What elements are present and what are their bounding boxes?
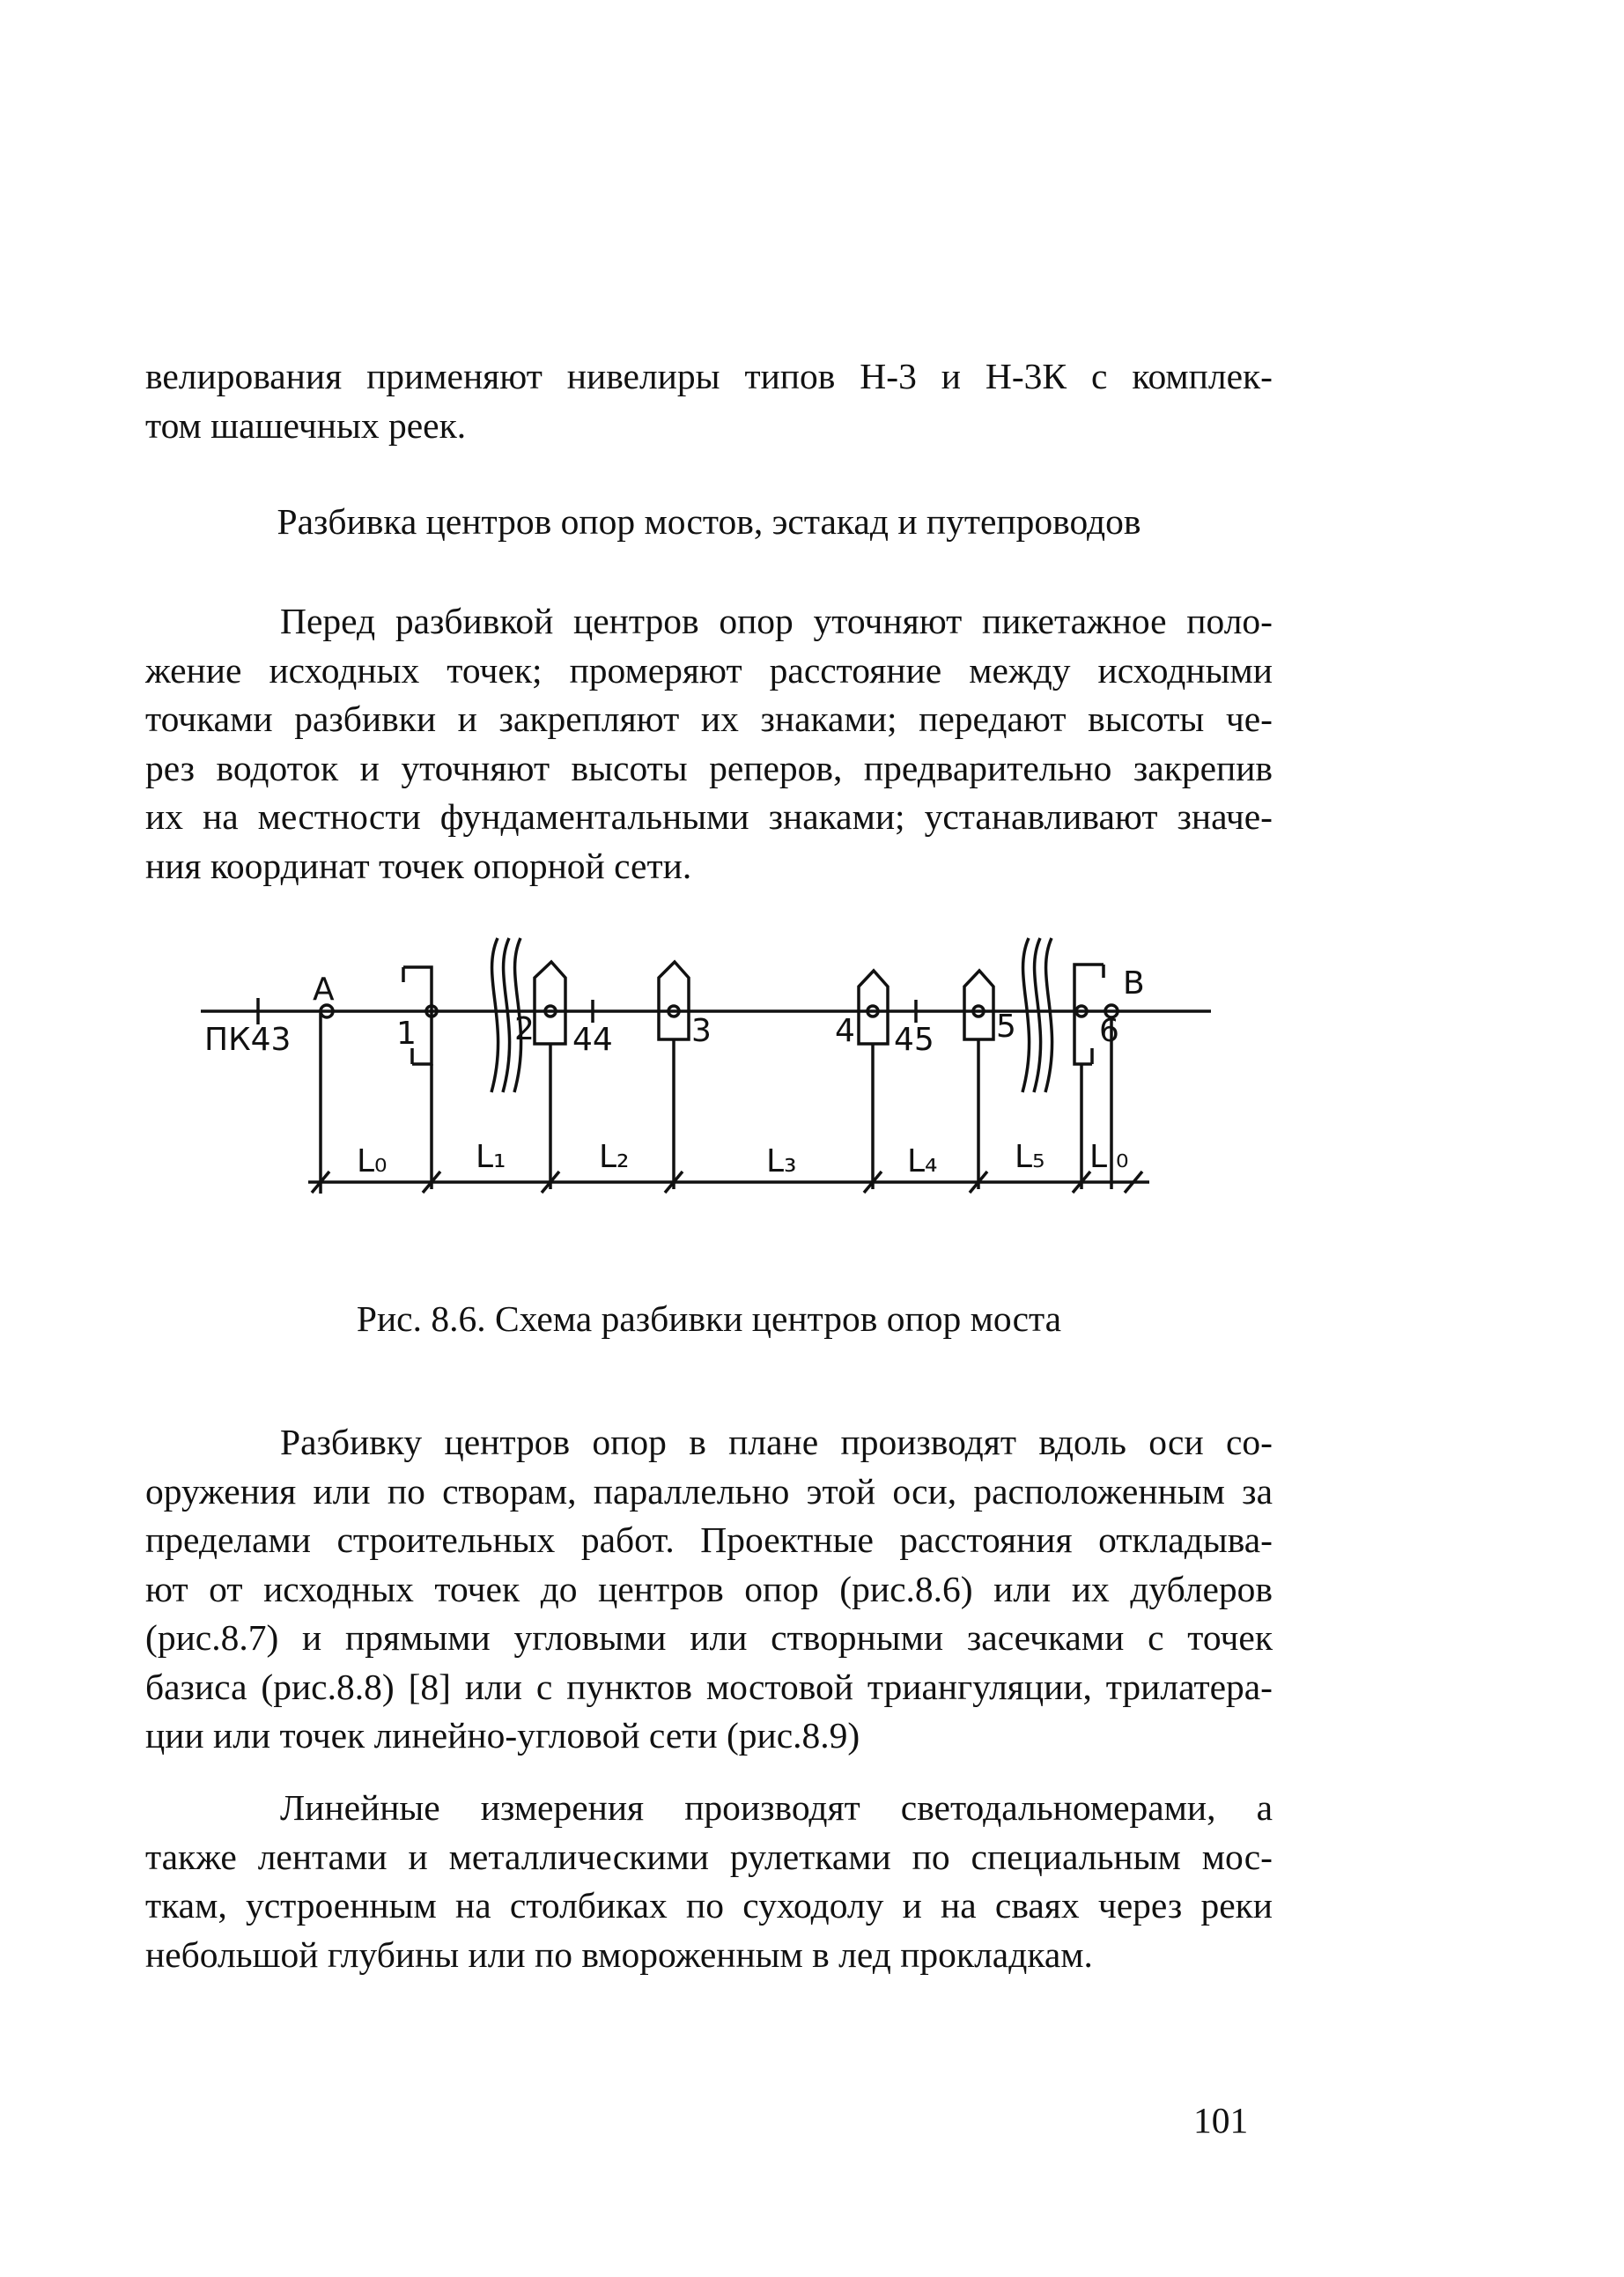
- support-label: 4: [835, 1013, 855, 1049]
- text-line: ции или точек линейно-угловой сети (рис.8.9): [145, 1715, 860, 1756]
- river-break-line: [1022, 938, 1030, 1092]
- river-break-line: [503, 938, 510, 1092]
- river-break-line: [491, 938, 498, 1092]
- picket-label: 44: [572, 1022, 613, 1058]
- span-label: L'₀: [1089, 1139, 1129, 1175]
- section-heading: Разбивка центров опор мостов, эстакад и путепроводов: [277, 501, 1141, 542]
- text-line: (рис.8.7) и прямыми угловыми или створными засечками с точек: [145, 1617, 1273, 1658]
- text-line: небольшой глубины или по вмороженным в лед прокладкам.: [145, 1933, 1093, 1975]
- text-line: их на местности фундаментальными знаками; устанавливают значе-: [145, 796, 1273, 837]
- pier-2-shape: [535, 962, 565, 1044]
- text-line: ют от исходных точек до центров опор (рис.8.6) или их дублеров: [145, 1568, 1273, 1609]
- text-line: велирования применяют нивелиры типов Н-3 и Н-3К с комплек-: [145, 356, 1273, 396]
- picket-label: 45: [894, 1022, 934, 1058]
- text-line: рез водоток и уточняют высоты реперов, предварительно закрепив: [145, 747, 1273, 788]
- span-label: L₅: [1015, 1139, 1045, 1175]
- text-line: Линейные измерения производят светодальномерами, а: [280, 1787, 1273, 1828]
- figure-caption: Рис. 8.6. Схема разбивки центров опор моста: [356, 1298, 1062, 1339]
- support-label: 3: [691, 1013, 712, 1049]
- pier-3-shape: [659, 962, 689, 1039]
- text-line: Разбивку центров опор в плане производят вдоль оси со-: [280, 1422, 1273, 1462]
- paragraph-3: [145, 1418, 1273, 1761]
- span-label: L₀: [357, 1143, 388, 1179]
- point-a-label: А: [313, 972, 335, 1008]
- paragraph-4: [145, 1784, 1273, 1979]
- picket-label: ПК43: [204, 1022, 292, 1058]
- support-label: 5: [996, 1009, 1016, 1045]
- text-line: оружения или по створам, параллельно этой оси, расположенным за: [145, 1470, 1273, 1512]
- bridge-supports-diagram: [0, 907, 1624, 1260]
- text-line: ния координат точек опорной сети.: [145, 845, 692, 886]
- text-line: том шашечных реек.: [145, 404, 467, 446]
- support-label: 1: [396, 1016, 417, 1052]
- text-line: ткам, устроенным на столбиках по суходолу и на сваях через реки: [145, 1885, 1273, 1926]
- river-break-line: [1034, 938, 1041, 1092]
- page-number: 101: [1193, 2100, 1249, 2140]
- support-label: 6: [1099, 1013, 1119, 1049]
- text-line: жение исходных точек; промеряют расстояние между исходными: [145, 649, 1273, 691]
- span-label: L₂: [599, 1139, 630, 1175]
- text-line: пределами строительных работ. Проектные расстояния откладыва-: [145, 1519, 1273, 1560]
- paragraph-1: [145, 352, 1273, 450]
- text-line: Перед разбивкой центров опор уточняют пикетажное поло-: [280, 601, 1273, 641]
- paragraph-2: [145, 597, 1273, 891]
- text-line: точками разбивки и закрепляют их знаками; передают высоты че-: [145, 699, 1273, 739]
- span-label: L₃: [766, 1143, 797, 1179]
- text-line: также лентами и металлическими рулетками по специальным мос-: [145, 1836, 1273, 1877]
- point-b-label: В: [1123, 965, 1145, 1002]
- text-line: базиса (рис.8.8) [8] или с пунктов мостовой триангуляции, трилатера-: [145, 1666, 1273, 1707]
- river-break-line: [1045, 938, 1052, 1092]
- span-label: L₁: [476, 1139, 506, 1175]
- span-label: L₄: [907, 1143, 938, 1179]
- support-label: 2: [514, 1011, 535, 1047]
